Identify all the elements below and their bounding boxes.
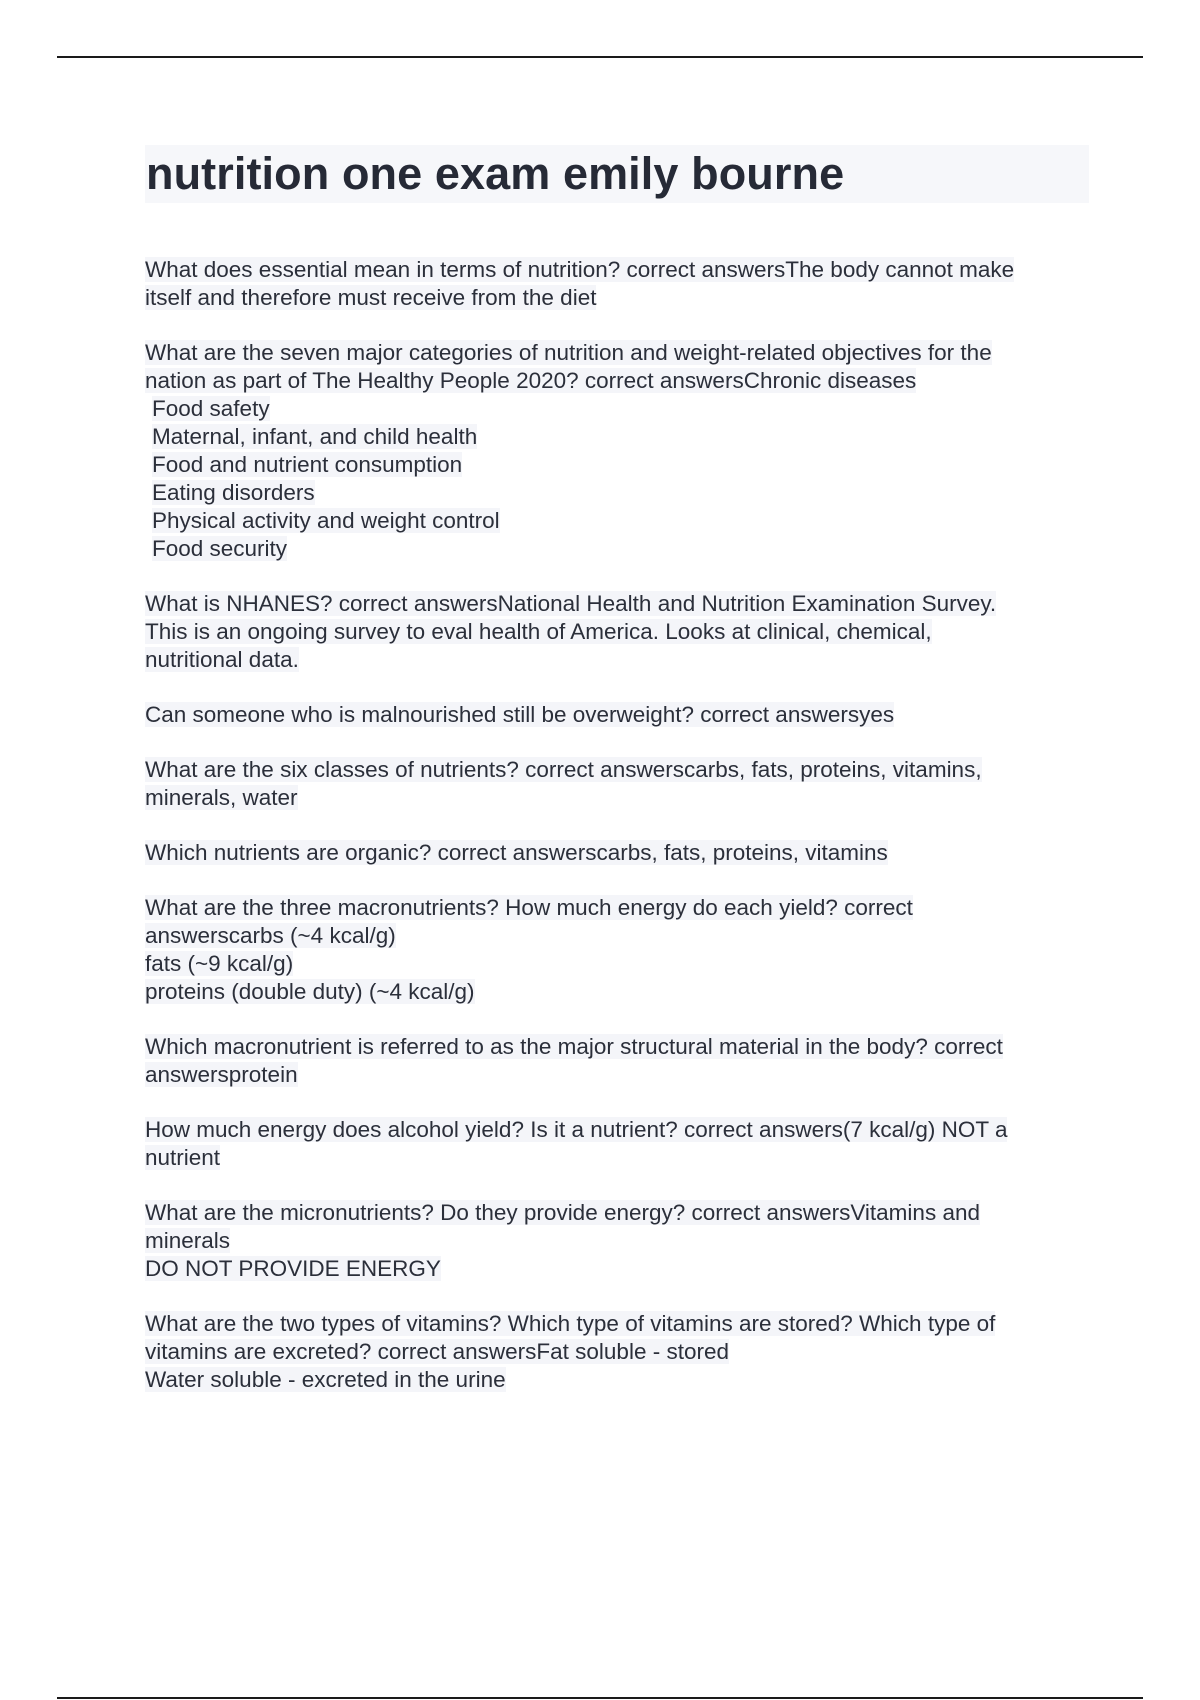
top-rule	[57, 56, 1143, 58]
qa-line-text: minerals, water	[145, 785, 298, 810]
qa-line-text: answerscarbs (~4 kcal/g)	[145, 923, 396, 948]
qa-entry	[145, 339, 1089, 563]
qa-line-text: Maternal, infant, and child health	[152, 424, 478, 449]
qa-line-text: What are the seven major categories of nutrition and weight-related objectives for the	[145, 340, 992, 365]
qa-line-text: What are the two types of vitamins? Which type of vitamins are stored? Which type of	[145, 1311, 996, 1336]
qa-list	[145, 256, 1089, 1421]
qa-entry	[145, 756, 1089, 812]
qa-entry	[145, 1199, 1089, 1283]
qa-entry	[145, 894, 1089, 1006]
bottom-rule	[57, 1697, 1143, 1699]
qa-line	[145, 1033, 1089, 1061]
qa-line	[145, 978, 1089, 1006]
qa-line-text: proteins (double duty) (~4 kcal/g)	[145, 979, 475, 1004]
qa-entry	[145, 839, 1089, 867]
qa-line	[145, 256, 1089, 284]
qa-line	[145, 1310, 1089, 1338]
qa-line-text: minerals	[145, 1228, 231, 1253]
qa-line	[145, 1255, 1089, 1283]
qa-entry	[145, 1310, 1089, 1394]
qa-line-text: Food security	[152, 536, 288, 561]
qa-line	[145, 1227, 1089, 1255]
qa-line	[145, 479, 1089, 507]
qa-line	[145, 1338, 1089, 1366]
qa-line-text: Water soluble - excreted in the urine	[145, 1367, 506, 1392]
qa-line	[145, 618, 1089, 646]
qa-line-text: vitamins are excreted? correct answersFat soluble - stored	[145, 1339, 729, 1364]
qa-line-text: What does essential mean in terms of nutrition? correct answersThe body cannot make	[145, 257, 1015, 282]
qa-line	[145, 1144, 1089, 1172]
qa-line-text: What are the six classes of nutrients? correct answerscarbs, fats, proteins, vitamins,	[145, 757, 982, 782]
qa-line	[145, 1366, 1089, 1394]
qa-line	[145, 1116, 1089, 1144]
qa-line	[145, 535, 1089, 563]
qa-line	[145, 284, 1089, 312]
qa-line	[145, 894, 1089, 922]
qa-entry	[145, 590, 1089, 674]
page-title-text: nutrition one exam emily bourne	[146, 148, 845, 199]
qa-line-text: nutritional data.	[145, 647, 299, 672]
qa-line-text: DO NOT PROVIDE ENERGY	[145, 1256, 441, 1281]
qa-line-text: Which nutrients are organic? correct answerscarbs, fats, proteins, vitamins	[145, 840, 888, 865]
qa-line-text: Food and nutrient consumption	[152, 452, 463, 477]
qa-line-text: answersprotein	[145, 1062, 298, 1087]
qa-line-text: What are the three macronutrients? How much energy do each yield? correct	[145, 895, 913, 920]
qa-line	[145, 756, 1089, 784]
page-title	[145, 145, 1089, 203]
qa-line	[145, 1061, 1089, 1089]
qa-line	[145, 922, 1089, 950]
qa-line-text: Food safety	[152, 396, 270, 421]
qa-line-text: Eating disorders	[152, 480, 315, 505]
qa-line-text: Physical activity and weight control	[152, 508, 500, 533]
qa-line-text: nation as part of The Healthy People 2020? correct answersChronic diseases	[145, 368, 917, 393]
qa-line	[145, 590, 1089, 618]
qa-line-text: What are the micronutrients? Do they provide energy? correct answersVitamins and	[145, 1200, 980, 1225]
qa-line	[145, 451, 1089, 479]
qa-line	[145, 339, 1089, 367]
qa-line	[145, 1199, 1089, 1227]
qa-line-text: Which macronutrient is referred to as the major structural material in the body? correct	[145, 1034, 1003, 1059]
qa-line-text: Can someone who is malnourished still be overweight? correct answersyes	[145, 702, 895, 727]
qa-line-text: This is an ongoing survey to eval health of America. Looks at clinical, chemical,	[145, 619, 932, 644]
qa-line-text: fats (~9 kcal/g)	[145, 951, 294, 976]
qa-line	[145, 507, 1089, 535]
qa-line	[145, 701, 1089, 729]
qa-entry	[145, 701, 1089, 729]
qa-entry	[145, 1116, 1089, 1172]
qa-line-text: nutrient	[145, 1145, 221, 1170]
qa-line	[145, 423, 1089, 451]
qa-line-text: itself and therefore must receive from the diet	[145, 285, 597, 310]
qa-line-text: What is NHANES? correct answersNational Health and Nutrition Examination Survey.	[145, 591, 997, 616]
qa-entry	[145, 1033, 1089, 1089]
qa-line	[145, 367, 1089, 395]
qa-line	[145, 950, 1089, 978]
qa-entry	[145, 256, 1089, 312]
qa-line	[145, 839, 1089, 867]
qa-line	[145, 646, 1089, 674]
qa-line	[145, 395, 1089, 423]
qa-line	[145, 784, 1089, 812]
qa-line-text: How much energy does alcohol yield? Is it a nutrient? correct answers(7 kcal/g) NOT a	[145, 1117, 1008, 1142]
